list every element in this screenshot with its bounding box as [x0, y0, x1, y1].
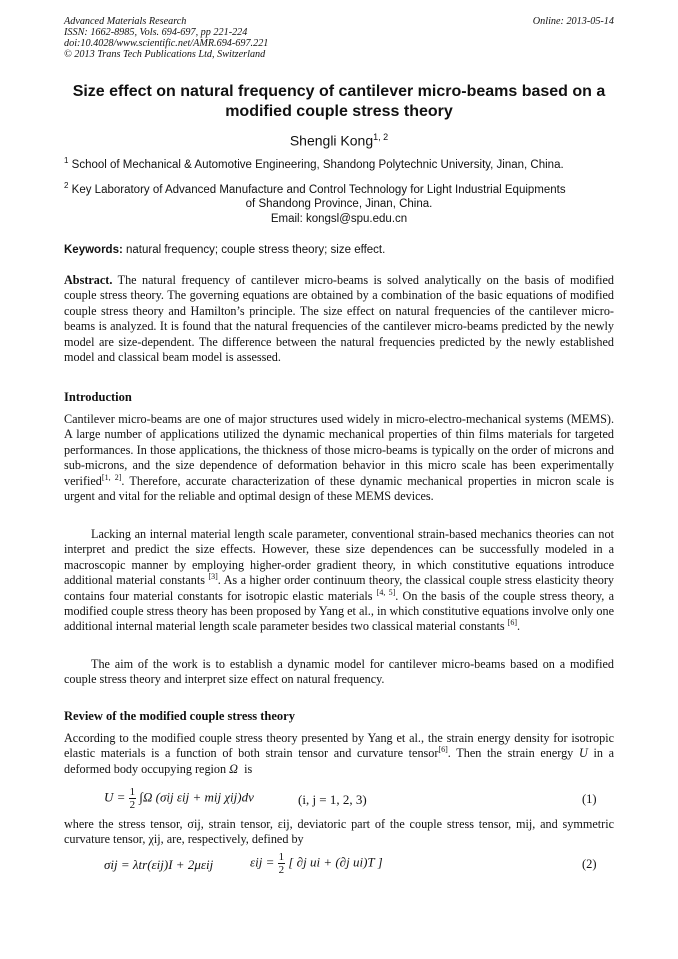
keywords-text: natural frequency; couple stress theory; size effect. — [126, 244, 386, 256]
ref-6: [6] — [507, 618, 517, 628]
review-p1-text-b: . Then the strain energy — [447, 746, 574, 761]
abstract — [64, 273, 614, 365]
intro-p2-text-a: Lacking an internal material length scale parameter, conventional strain-based mechanics theories can not interpret and predict the size effects. However, these size dependences can be successfully modeled in a macroscopic manner by employing higher-order gradient theory, in which constitutive equations introduce additional material constants — [64, 527, 614, 588]
affiliation-2 — [64, 179, 614, 226]
aff2-sup: 2 — [64, 181, 69, 190]
symbol-omega: Ω — [229, 761, 238, 776]
paper-title — [0, 82, 678, 122]
eq2-den: 2 — [278, 864, 285, 876]
review-p1-text-d: is — [244, 761, 253, 776]
ref-3: [3] — [208, 572, 218, 582]
abstract-label: Abstract. — [64, 273, 113, 287]
abstract-text: The natural frequency of cantilever micro-beams is solved analytically on the basis of modified couple stress theory. The governing equations are obtained by a combination of the basic equations of modified couple stress theory and Hamilton’s principle. The size effect on natural frequencies of the cantilever micro-beams is analyzed. It is found that the natural frequencies of the cantilever micro-beams predicted by the newly model are size-dependent. The difference between the natural frequencies predicted by the newly established model and classical beam model is assessed. — [64, 273, 614, 365]
review-heading: Review of the modified couple stress theory — [64, 709, 295, 723]
eq2-number: (2) — [582, 857, 597, 871]
aff2-line1: Key Laboratory of Advanced Manufacture and Control Technology for Light Industrial Equipments — [71, 183, 566, 196]
ref-1-2: [1, 2] — [101, 472, 122, 482]
eq2-lhs: εij = — [250, 854, 275, 870]
author-sup: 1, 2 — [373, 132, 389, 142]
copyright-line: © 2013 Trans Tech Publications Ltd, Switzerland — [64, 49, 266, 60]
ref-4-5: [4, 5] — [376, 587, 396, 597]
intro-p2-text-b: . As a higher order continuum theory, the classical couple stress elasticity theory contains four material constants for isotropic elastic materials — [64, 573, 614, 603]
aff1-text: School of Mechanical & Automotive Engineering, Shandong Polytechnic University, Jinan, China. — [71, 158, 564, 171]
online-date: Online: 2013-05-14 — [532, 16, 614, 27]
equation-2a: σij = λtr(εij)I + 2μεij — [104, 857, 214, 872]
review-p1-text-c: in a deformed body occupying region — [64, 746, 615, 776]
intro-paragraph-3: The aim of the work is to establish a dynamic model for cantilever micro-beams based on a modified couple stress theory and interpret size effect on natural frequency. — [64, 657, 614, 687]
where-paragraph: where the stress tensor, σij, strain tensor, εij, deviatoric part of the couple stress tensor, mij, and symmetric curvature tensor, χij, are, respectively, defined by — [64, 817, 614, 847]
keywords — [64, 244, 385, 256]
aff2-line2: of Shandong Province, Jinan, China. — [245, 198, 433, 211]
journal-header — [64, 16, 268, 60]
eq2-fraction — [278, 851, 286, 876]
intro-p2-text-c: . On the basis of the couple stress theory, a modified couple stress theory has been proposed by Yang et al., in which constitutive equations involve only one additional internal material length scale parameter besides two classical material constants — [64, 588, 614, 634]
doi-line: doi:10.4028/www.scientific.net/AMR.694-697.221 — [64, 38, 269, 49]
ref-6b: [6] — [438, 745, 448, 755]
equation-1 — [104, 786, 254, 811]
intro-heading: Introduction — [64, 390, 132, 404]
eq1-number: (1) — [582, 792, 597, 806]
eq1-condition: (i, j = 1, 2, 3) — [298, 792, 367, 807]
review-p1-text-a: According to the modified couple stress theory presented by Yang et al., the strain energy density for isotropic elastic materials is a function of both strain tensor and curvature tensor — [64, 731, 614, 761]
title-line-1: Size effect on natural frequency of cantilever micro-beams based on a — [72, 83, 606, 100]
email: Email: kongsl@spu.edu.cn — [270, 212, 408, 225]
eq1-fraction — [129, 786, 137, 811]
keywords-label: Keywords: — [64, 244, 123, 256]
eq1-lhs: U = — [104, 789, 126, 805]
eq1-num: 1 — [129, 786, 136, 798]
eq1-body: ∫Ω (σij εij + mij χij)dv — [139, 789, 254, 805]
intro-p1-text-b: . Therefore, accurate characterization of these dynamic mechanical properties in micron scale is urgent and vital for the reliable and optimal design of these MEMS devices. — [64, 473, 614, 504]
review-paragraph-1 — [64, 731, 614, 777]
symbol-U: U — [578, 746, 588, 761]
intro-paragraph-1 — [64, 412, 614, 504]
affiliation-1 — [64, 156, 564, 171]
eq1-den: 2 — [129, 799, 136, 811]
journal-name: Advanced Materials Research — [64, 16, 187, 27]
author-name: Shengli Kong — [289, 132, 374, 149]
equation-2b — [250, 851, 383, 876]
eq2-body: [ ∂j ui + (∂j ui)T ] — [288, 854, 383, 870]
author — [0, 132, 678, 149]
aff1-sup: 1 — [64, 156, 69, 165]
intro-p2-text-d: . — [517, 619, 521, 634]
intro-p1-text-a: Cantilever micro-beams are one of major structures used widely in micro-electro-mechanical systems (MEMS). A large number of applications utilized the dynamic mechanical properties of thin films materials for targeted performances. In those applications, the thickness of those micro-beams is typically on the order of microns and sub-microns, and the size dependence of deformation behavior in this micro scale has been experimentally verified — [64, 412, 614, 488]
eq2-num: 1 — [278, 851, 285, 863]
title-line-2: modified couple stress theory — [225, 103, 453, 120]
intro-paragraph-2 — [64, 527, 614, 635]
issn-line: ISSN: 1662-8985, Vols. 694-697, pp 221-224 — [64, 27, 248, 38]
